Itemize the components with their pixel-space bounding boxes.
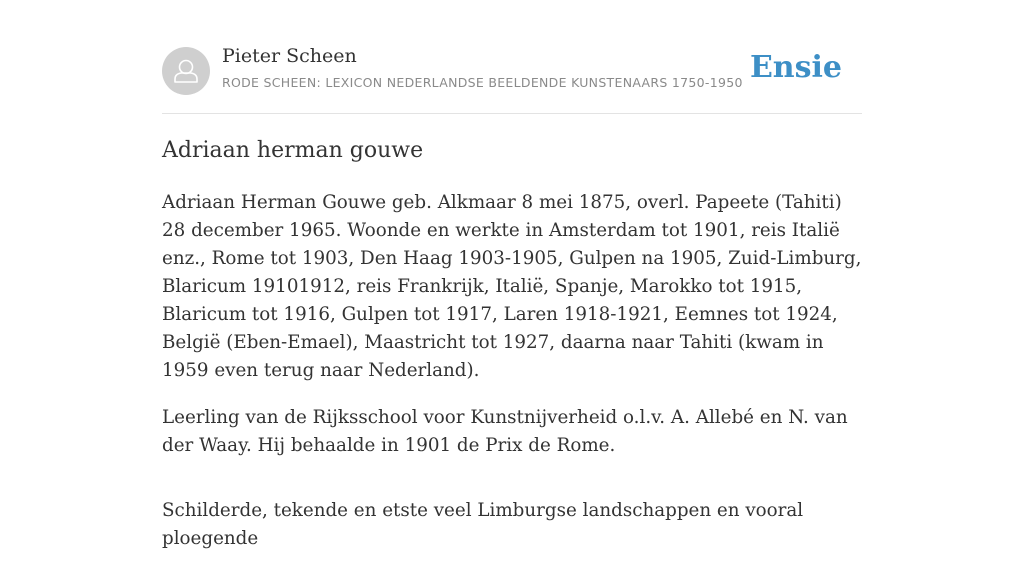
article-body xyxy=(162,189,862,572)
source-publication[interactable]: RODE SCHEEN: LEXICON NEDERLANDSE BEELDENDE KUNSTENAARS 1750-1950 xyxy=(222,75,743,90)
article-paragraph: Adriaan Herman Gouwe geb. Alkmaar 8 mei 1875, overl. Papeete (Tahiti) 28 december 1965. Woonde en werkte in Amsterdam tot 1901, reis Italië enz., Rome tot 1903, Den Haag 1903-1905, Gulpen na 1905, Zuid-Limburg, Blaricum 19101912, reis Frankrijk, Italië, Spanje, Marokko tot 1915, Blaricum tot 1916, Gulpen tot 1917, Laren 1918-1921, Eemnes tot 1924, België (Eben-Emael), Maastricht tot 1927, daarna naar Tahiti (kwam in 1959 even terug naar Nederland). xyxy=(162,192,862,381)
author-name[interactable]: Pieter Scheen xyxy=(222,45,357,67)
article-paragraph: Schilderde, tekende en etste veel Limburgse landschappen en vooral ploegende xyxy=(162,500,804,549)
author-avatar[interactable] xyxy=(162,47,210,95)
user-silhouette-icon xyxy=(162,47,210,95)
ensie-logo[interactable]: Ensie xyxy=(749,50,842,85)
article-paragraph: Leerling van de Rijksschool voor Kunstnijverheid o.l.v. A. Allebé en N. van der Waay. Hij behaalde in 1901 de Prix de Rome. xyxy=(162,407,848,456)
article-title: Adriaan herman gouwe xyxy=(162,138,424,163)
article-header xyxy=(162,0,862,114)
page-container xyxy=(162,0,862,549)
